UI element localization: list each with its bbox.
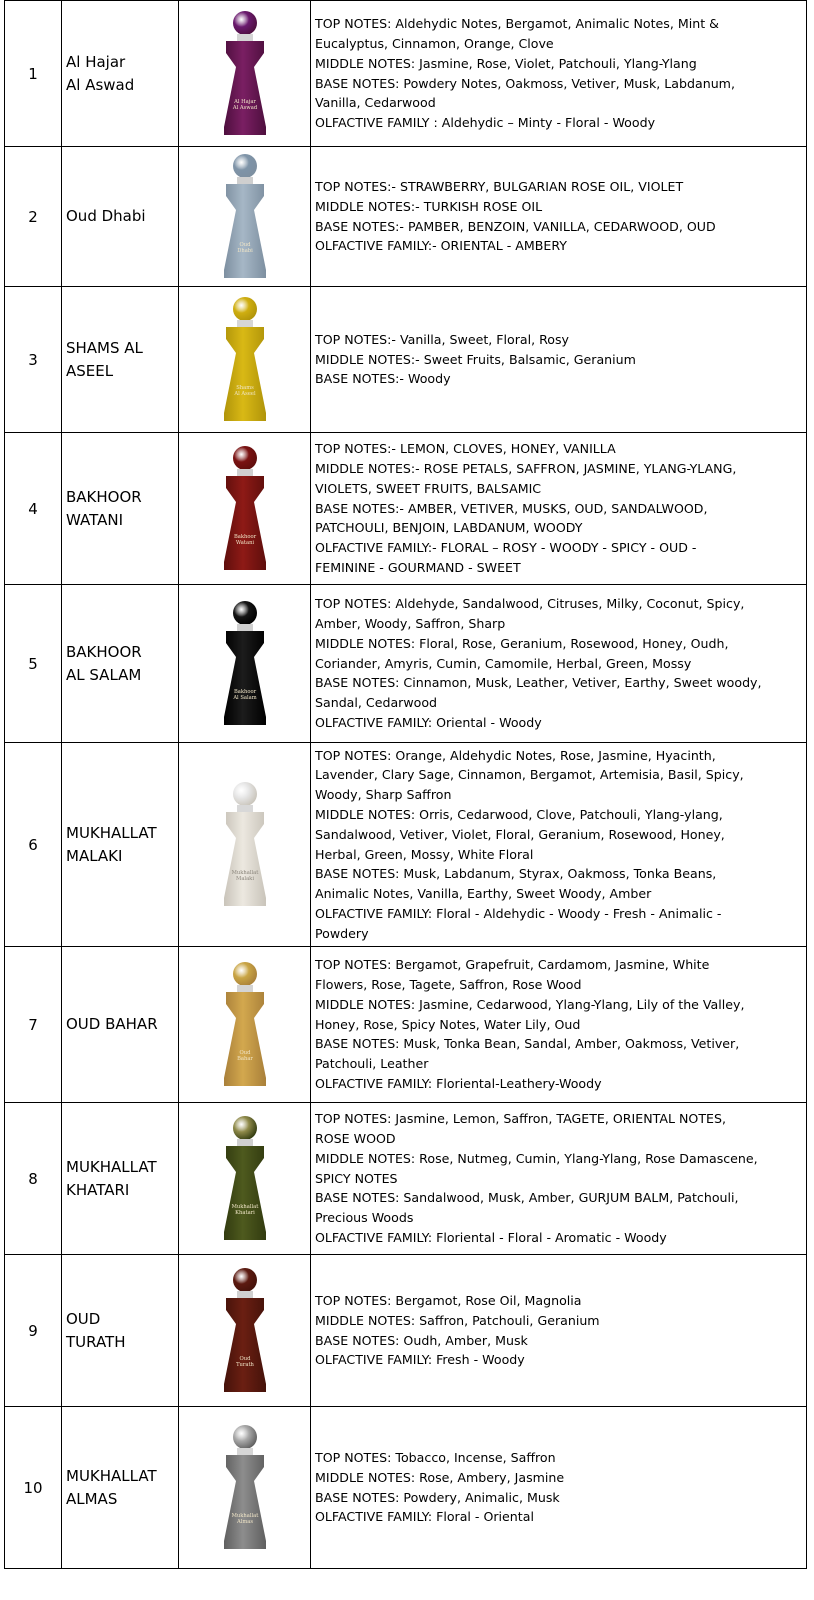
perfume-bottle-image — [210, 1114, 280, 1244]
perfume-row — [5, 1255, 807, 1407]
bottle-cap — [233, 1116, 257, 1140]
perfume-image-cell — [179, 743, 311, 947]
note-line: TOP NOTES:- STRAWBERRY, BULGARIAN ROSE OIL, VIOLET — [315, 178, 684, 194]
perfume-image-cell — [179, 147, 311, 287]
perfume-row — [5, 147, 807, 287]
perfume-bottle-image — [210, 780, 280, 910]
note-line: Flowers, Rose, Tagete, Saffron, Rose Wood — [315, 977, 582, 992]
perfume-bottle-image — [210, 9, 280, 139]
perfume-row — [5, 1, 807, 147]
note-line: Vanilla, Cedarwood — [315, 95, 436, 111]
perfume-image-cell — [179, 1255, 311, 1407]
note-line: Woody, Sharp Saffron — [315, 787, 452, 803]
bottle-body — [224, 1146, 266, 1240]
note-line: MIDDLE NOTES: Rose, Nutmeg, Cumin, Ylang-Ylang, Rose Damascene, — [315, 1150, 758, 1166]
note-line: OLFACTIVE FAMILY:- FLORAL – ROSY - WOODY - SPICY - OUD - — [315, 540, 697, 556]
perfume-name-line: BAKHOOR — [66, 487, 142, 506]
bottle-body — [224, 631, 266, 725]
note-line: TOP NOTES: Tobacco, Incense, Saffron — [315, 1449, 556, 1465]
note-line: TOP NOTES: Bergamot, Grapefruit, Cardamom, Jasmine, White — [315, 957, 710, 973]
note-line: MIDDLE NOTES: Floral, Rose, Geranium, Rosewood, Honey, Oudh, — [315, 635, 729, 651]
perfume-image-cell — [179, 1407, 311, 1569]
perfume-name-line: WATANI — [66, 510, 124, 529]
perfume-row — [5, 585, 807, 743]
perfume-name-line: Al Hajar — [66, 52, 126, 71]
bottle-cap — [233, 962, 257, 986]
note-line: Eucalyptus, Cinnamon, Orange, Clove — [315, 35, 554, 51]
note-line: OLFACTIVE FAMILY: Floriental-Leathery-Woody — [315, 1075, 602, 1091]
note-line: TOP NOTES:- LEMON, CLOVES, HONEY, VANILLA — [315, 441, 616, 457]
note-line: PATCHOULI, BENJOIN, LABDANUM, WOODY — [315, 520, 583, 536]
bottle-collar — [237, 624, 253, 631]
perfume-name-cell — [62, 947, 179, 1103]
bottle-label-text: Mukhallat — [231, 1512, 258, 1519]
note-line: BASE NOTES: Cinnamon, Musk, Leather, Vetiver, Earthy, Sweet woody, — [315, 675, 762, 691]
bottle-label-text: Mukhallat — [231, 869, 258, 876]
perfume-bottle-image — [210, 295, 280, 425]
note-line: BASE NOTES: Musk, Labdanum, Styrax, Oakmoss, Tonka Beans, — [315, 866, 717, 882]
note-line: BASE NOTES:- PAMBER, BENZOIN, VANILLA, CEDARWOOD, OUD — [315, 218, 716, 234]
bottle-body — [224, 184, 266, 278]
bottle-cap — [233, 782, 257, 806]
perfume-bottle-image — [210, 152, 280, 282]
note-line: BASE NOTES: Powdery, Animalic, Musk — [315, 1489, 560, 1505]
perfume-notes-cell — [311, 433, 807, 585]
perfume-notes-cell — [311, 947, 807, 1103]
note-line: BASE NOTES: Sandalwood, Musk, Amber, GURJUM BALM, Patchouli, — [315, 1190, 739, 1206]
perfume-image-cell — [179, 433, 311, 585]
bottle-label-text: Al Salam — [232, 694, 257, 701]
perfume-name-cell — [62, 287, 179, 433]
bottle-label-text: Oud — [239, 1355, 250, 1362]
bottle-label-text: Bahar — [236, 1055, 253, 1062]
bottle-collar — [237, 1139, 253, 1146]
perfume-name-line: MUKHALLAT — [66, 823, 157, 842]
perfume-bottle-image — [210, 960, 280, 1090]
bottle-label-text: Oud — [239, 1049, 250, 1056]
bottle-collar — [237, 1448, 253, 1455]
bottle-label-text: Al Hajar — [233, 98, 256, 105]
perfume-bottle-image — [210, 1423, 280, 1553]
bottle-body — [224, 41, 266, 135]
perfume-row — [5, 287, 807, 433]
perfume-name-line: KHATARI — [66, 1180, 130, 1199]
perfume-name-line: SHAMS AL — [66, 338, 143, 357]
perfume-name-line: MUKHALLAT — [66, 1157, 157, 1176]
perfume-notes-cell — [311, 1103, 807, 1255]
note-line: Animalic Notes, Vanilla, Earthy, Sweet Woody, Amber — [315, 886, 652, 902]
perfume-name-line: MALAKI — [66, 846, 123, 865]
perfume-name-line: OUD — [66, 1309, 101, 1328]
note-line: OLFACTIVE FAMILY: Floral - Aldehydic - Woody - Fresh - Animalic - — [315, 905, 722, 921]
note-line: TOP NOTES:- Vanilla, Sweet, Floral, Rosy — [315, 331, 570, 347]
note-line: MIDDLE NOTES: Saffron, Patchouli, Geranium — [315, 1312, 600, 1328]
bottle-label-text: Watani — [235, 539, 254, 546]
note-line: Sandalwood, Vetiver, Violet, Floral, Geranium, Rosewood, Honey, — [315, 826, 725, 842]
note-line: FEMININE - GOURMAND - SWEET — [315, 559, 521, 575]
perfume-row — [5, 743, 807, 947]
bottle-collar — [237, 1291, 253, 1298]
perfume-name-line: ASEEL — [66, 361, 114, 380]
perfume-notes-cell — [311, 1, 807, 147]
perfume-image-cell — [179, 585, 311, 743]
note-line: MIDDLE NOTES:- TURKISH ROSE OIL — [315, 198, 543, 214]
note-line: TOP NOTES: Aldehydic Notes, Bergamot, Animalic Notes, Mint & — [315, 16, 719, 32]
perfume-row — [5, 433, 807, 585]
note-line: Precious Woods — [315, 1210, 414, 1226]
bottle-collar — [237, 177, 253, 184]
perfume-name-line: OUD BAHAR — [66, 1015, 158, 1033]
note-line: OLFACTIVE FAMILY:- ORIENTAL - AMBERY — [315, 238, 567, 254]
perfume-image-cell — [179, 287, 311, 433]
perfume-notes-cell — [311, 585, 807, 743]
perfume-row — [5, 1407, 807, 1569]
perfume-bottle-image — [210, 1266, 280, 1396]
bottle-cap — [233, 446, 257, 470]
note-line: MIDDLE NOTES:- ROSE PETALS, SAFFRON, JASMINE, YLANG-YLANG, — [315, 461, 737, 476]
note-line: Amber, Woody, Saffron, Sharp — [315, 616, 506, 631]
note-line: BASE NOTES: Oudh, Amber, Musk — [315, 1332, 528, 1348]
bottle-collar — [237, 320, 253, 327]
perfume-name-line: ALMAS — [66, 1489, 118, 1508]
row-number: 1 — [5, 1, 62, 147]
perfume-table-body — [5, 1, 807, 1569]
bottle-body — [224, 812, 266, 906]
perfume-row — [5, 947, 807, 1103]
note-line: BASE NOTES:- Woody — [315, 371, 451, 387]
row-number: 7 — [5, 947, 62, 1103]
note-line: TOP NOTES: Bergamot, Rose Oil, Magnolia — [315, 1292, 582, 1308]
bottle-body — [224, 476, 266, 570]
note-line: Patchouli, Leather — [315, 1056, 429, 1072]
perfume-name-cell — [62, 1103, 179, 1255]
bottle-collar — [237, 469, 253, 476]
bottle-label-text: Khatari — [234, 1209, 255, 1216]
bottle-label-text: Dhabi — [236, 247, 253, 254]
perfume-name-cell — [62, 743, 179, 947]
note-line: ROSE WOOD — [315, 1131, 396, 1146]
note-line: BASE NOTES: Powdery Notes, Oakmoss, Vetiver, Musk, Labdanum, — [315, 75, 735, 91]
perfume-name-line: Al Aswad — [66, 75, 135, 94]
perfume-bottle-image — [210, 444, 280, 574]
bottle-cap — [233, 1425, 257, 1449]
note-line: TOP NOTES: Jasmine, Lemon, Saffron, TAGETE, ORIENTAL NOTES, — [315, 1111, 726, 1127]
note-line: BASE NOTES:- AMBER, VETIVER, MUSKS, OUD, SANDALWOOD, — [315, 500, 708, 516]
bottle-label-text: Shams — [235, 384, 254, 391]
perfume-notes-cell — [311, 287, 807, 433]
bottle-label-text: Oud — [239, 241, 250, 248]
row-number: 2 — [5, 147, 62, 287]
note-line: Honey, Rose, Spicy Notes, Water Lily, Oud — [315, 1016, 581, 1032]
row-number: 5 — [5, 585, 62, 743]
bottle-label-text: Turath — [235, 1361, 254, 1368]
bottle-body — [224, 1455, 266, 1549]
bottle-label-text: Al Aswad — [232, 104, 257, 111]
perfume-image-cell — [179, 1103, 311, 1255]
row-number: 10 — [5, 1407, 62, 1569]
bottle-label-text: Al Aseel — [233, 390, 256, 397]
note-line: MIDDLE NOTES: Jasmine, Rose, Violet, Patchouli, Ylang-Ylang — [315, 55, 697, 71]
note-line: MIDDLE NOTES: Rose, Ambery, Jasmine — [315, 1469, 565, 1485]
row-number: 9 — [5, 1255, 62, 1407]
perfume-name-line: Oud Dhabi — [66, 207, 146, 225]
note-line: Sandal, Cedarwood — [315, 695, 438, 711]
bottle-body — [224, 992, 266, 1086]
perfume-name-cell — [62, 1407, 179, 1569]
note-line: VIOLETS, SWEET FRUITS, BALSAMIC — [315, 480, 542, 496]
perfume-notes-cell — [311, 147, 807, 287]
perfume-name-line: AL SALAM — [66, 665, 142, 684]
note-line: TOP NOTES: Orange, Aldehydic Notes, Rose, Jasmine, Hyacinth, — [315, 747, 716, 763]
note-line: OLFACTIVE FAMILY: Fresh - Woody — [315, 1352, 525, 1368]
perfume-name-line: BAKHOOR — [66, 642, 142, 661]
perfume-name-line: TURATH — [66, 1332, 126, 1351]
perfume-notes-cell — [311, 1255, 807, 1407]
bottle-label-text: Malaki — [235, 875, 254, 882]
perfume-name-cell — [62, 433, 179, 585]
row-number: 4 — [5, 433, 62, 585]
bottle-label-text: Mukhallat — [231, 1203, 258, 1210]
bottle-body — [224, 327, 266, 421]
perfume-row — [5, 1103, 807, 1255]
bottle-cap — [233, 601, 257, 625]
row-number: 3 — [5, 287, 62, 433]
bottle-label-text: Bakhoor — [233, 688, 256, 695]
perfume-notes-cell — [311, 1407, 807, 1569]
bottle-collar — [237, 985, 253, 992]
perfume-name-cell — [62, 147, 179, 287]
perfume-name-cell — [62, 1255, 179, 1407]
perfume-bottle-image — [210, 599, 280, 729]
bottle-cap — [233, 297, 257, 321]
note-line: BASE NOTES: Musk, Tonka Bean, Sandal, Amber, Oakmoss, Vetiver, — [315, 1036, 740, 1052]
bottle-label-text: Bakhoor — [233, 533, 256, 540]
note-line: SPICY NOTES — [315, 1170, 398, 1186]
bottle-cap — [233, 154, 257, 178]
note-line: OLFACTIVE FAMILY : Aldehydic – Minty - Floral - Woody — [315, 115, 656, 131]
perfume-name-cell — [62, 1, 179, 147]
note-line: TOP NOTES: Aldehyde, Sandalwood, Citruses, Milky, Coconut, Spicy, — [315, 596, 745, 612]
note-line: MIDDLE NOTES: Orris, Cedarwood, Clove, Patchouli, Ylang-ylang, — [315, 806, 723, 822]
perfume-name-cell — [62, 585, 179, 743]
note-line: OLFACTIVE FAMILY: Floriental - Floral - Aromatic - Woody — [315, 1229, 667, 1245]
perfume-table — [4, 0, 807, 1569]
note-line: OLFACTIVE FAMILY: Floral - Oriental — [315, 1509, 534, 1525]
note-line: MIDDLE NOTES:- Sweet Fruits, Balsamic, Geranium — [315, 351, 636, 367]
note-line: Lavender, Clary Sage, Cinnamon, Bergamot, Artemisia, Basil, Spicy, — [315, 767, 744, 783]
bottle-body — [224, 1298, 266, 1392]
note-line: Coriander, Amyris, Cumin, Camomile, Herbal, Green, Mossy — [315, 655, 692, 671]
note-line: Powdery — [315, 925, 369, 941]
bottle-cap — [233, 11, 257, 35]
perfume-image-cell — [179, 947, 311, 1103]
row-number: 8 — [5, 1103, 62, 1255]
bottle-cap — [233, 1268, 257, 1292]
bottle-collar — [237, 805, 253, 812]
perfume-image-cell — [179, 1, 311, 147]
row-number: 6 — [5, 743, 62, 947]
note-line: OLFACTIVE FAMILY: Oriental - Woody — [315, 714, 542, 730]
perfume-name-line: MUKHALLAT — [66, 1466, 157, 1485]
perfume-notes-cell — [311, 743, 807, 947]
note-line: MIDDLE NOTES: Jasmine, Cedarwood, Ylang-Ylang, Lily of the Valley, — [315, 996, 745, 1012]
note-line: Herbal, Green, Mossy, White Floral — [315, 846, 534, 862]
bottle-label-text: Almas — [236, 1518, 253, 1525]
bottle-collar — [237, 34, 253, 41]
